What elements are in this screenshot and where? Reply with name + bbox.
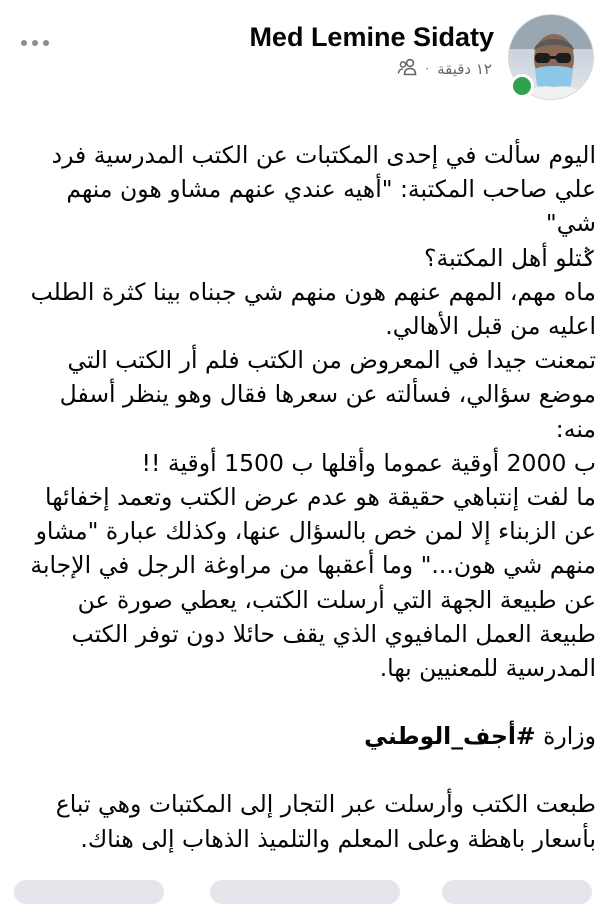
text-line: ب 2000 أوقية عموما وأقلها ب 1500 أوقية !! — [141, 448, 596, 477]
text-line: علي صاحب المكتبة: "أهيه عندي عنهم مشاو هون منهم — [66, 175, 596, 204]
text-line: اليوم سألت في إحدى المكتبات عن الكتب المدرسية فرد — [51, 141, 596, 169]
text-line: ݣتلو أهل المكتبة؟ — [424, 243, 596, 272]
post-meta — [397, 58, 492, 80]
text-line: تمعنت جيدا في المعروض من الكتب فلم أر الكتب التي — [67, 346, 596, 375]
paragraph-spacer — [14, 753, 596, 787]
text-line: عن طبيعة الجهة التي أرسلت الكتب، يعطي صورة عن — [77, 585, 596, 614]
text-line: شي" — [545, 209, 596, 238]
post-paragraph-1 — [14, 138, 596, 685]
text-line: ما لفت إنتباهي حقيقة هو عدم عرض الكتب وتعمد إخفائها — [45, 483, 596, 512]
more-horizontal-icon-dot-3 — [43, 40, 49, 46]
text-line: طبعت الكتب وأرسلت عبر التجار إلى المكتبات وهي تباع — [55, 790, 596, 819]
more-horizontal-icon — [21, 40, 27, 46]
reaction-pill — [14, 880, 164, 904]
post-time[interactable]: ١٢ دقيقة — [437, 60, 492, 78]
online-status-indicator — [510, 74, 534, 98]
text-line: منه: — [555, 414, 596, 443]
text-line: عن الزبناء إلا لمن خص بالسؤال عنها، وكذلك عبارة "مشاو — [35, 517, 596, 546]
more-options-button[interactable] — [14, 30, 56, 56]
text-line: المدرسية للمعنيين بها. — [379, 654, 596, 683]
reaction-pill — [442, 880, 592, 904]
more-horizontal-icon-dot-2 — [32, 40, 38, 46]
meta-separator: · — [425, 62, 430, 76]
paragraph-spacer — [14, 685, 596, 719]
text-line: ماه مهم، المهم عنهم هون منهم شي جبناه بينا كثرة الطلب — [30, 277, 596, 306]
text-line: بأسعار باهظة وعلى المعلم والتلميذ الذهاب إلى هناك. — [80, 824, 596, 853]
post-body — [14, 138, 596, 856]
author-name[interactable]: Med Lemine Sidaty — [249, 22, 494, 52]
post-header — [0, 0, 606, 110]
text-line: منهم شي هون..." وما أعقبها من مراوغة الرجل في الإجابة — [30, 551, 596, 580]
reaction-pill — [210, 880, 400, 904]
text-line: موضع سؤالي، فسألته عن سعرها فقال وهو ينظر أسفل — [59, 380, 596, 409]
ministry-prefix: وزارة — [535, 722, 596, 751]
avatar[interactable] — [508, 14, 594, 100]
ministry-hashtag-line — [14, 719, 596, 753]
reactions-bar-edge — [0, 878, 606, 890]
text-line: طبيعة العمل المافيوي الذي يقف حائلا دون توفر الكتب — [71, 619, 596, 648]
hashtag-link[interactable]: #أجف_الوطني — [364, 722, 536, 751]
post-paragraph-3 — [14, 787, 596, 855]
friends-icon[interactable] — [397, 58, 417, 80]
text-line: اعليه من قبل الأهالي. — [385, 312, 596, 341]
